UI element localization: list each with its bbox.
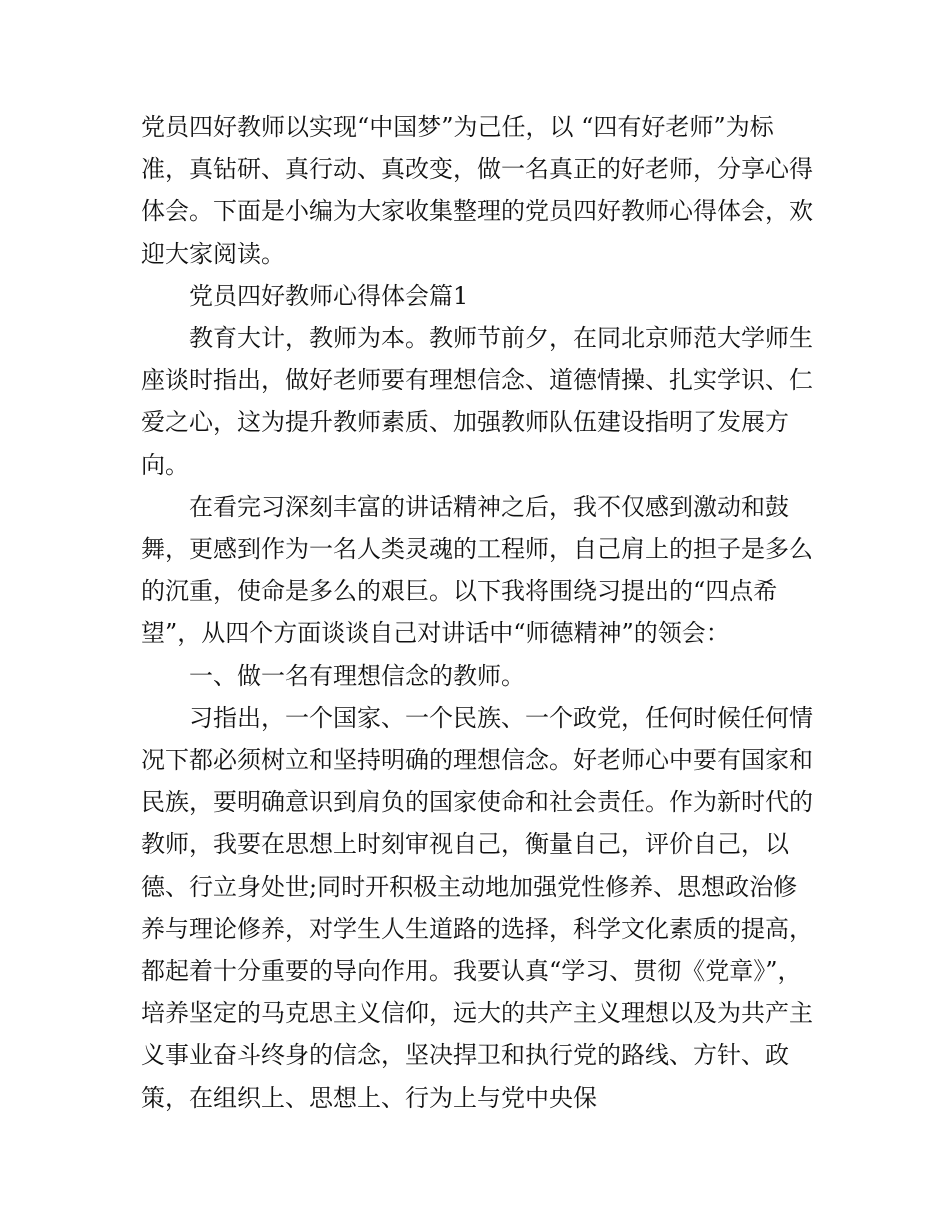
body-paragraph: 习指出，一个国家、一个民族、一个政党，任何时候任何情况下都必须树立和坚持明确的理想信念。好老师心中要有国家和民族，要明确意识到肩负的国家使命和社会责任。作为新时代的教师，我要在思想上时刻审视自己，衡量自己，评价自己，以德、行立身处世;同时开积极主动地加强党性修养、思想政治修养与理论修养，对学生人生道路的选择，科学文化素质的提高，都起着十分重要的导向作用。我要认真“学习、贯彻《党章》”，培养坚定的马克思主义信仰，远大的共产主义理想以及为共产主义事业奋斗终身的信念，坚决捍卫和执行党的路线、方针、政策，在组织上、思想上、行为上与党中央保 — [141, 703, 813, 1112]
body-paragraph: 在看完习深刻丰富的讲话精神之后，我不仅感到激动和鼓舞，更感到作为一名人类灵魂的工程师，自己肩上的担子是多么的沉重，使命是多么的艰巨。以下我将围绕习提出的“四点希望”，从四个方面谈谈自己对讲话中“师德精神”的领会： — [141, 492, 813, 648]
section-heading: 党员四好教师心得体会篇1 — [189, 281, 469, 310]
subheading: 一、做一名有理想信念的教师。 — [189, 661, 525, 690]
body-paragraph: 教育大计，教师为本。教师节前夕，在同北京师范大学师生座谈时指出，做好老师要有理想信念、道德情操、扎实学识、仁爱之心，这为提升教师素质、加强教师队伍建设指明了发展方向。 — [141, 324, 813, 479]
document-body — [141, 106, 813, 1119]
intro-paragraph: 党员四好教师以实现“中国梦”为己任，以 “四有好老师”为标准，真钻研、真行动、真改变，做一名真正的好老师，分享心得体会。下面是小编为大家收集整理的党员四好教师心得体会，欢迎大家阅读。 — [141, 113, 813, 268]
